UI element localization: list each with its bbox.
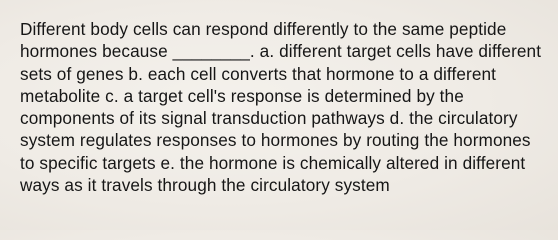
question-text: Different body cells can respond differently to the same peptide hormones because ________. a. different target cells have different sets of genes b. each cell converts that hormone to a different metabolite c. a target cell's response is determined by the components of its signal transduction pathways d. the circulatory system regulates responses to hormones by routing the hormones to specific targets e. the hormone is chemically altered in different ways as it travels through the circulatory system	[20, 19, 542, 196]
